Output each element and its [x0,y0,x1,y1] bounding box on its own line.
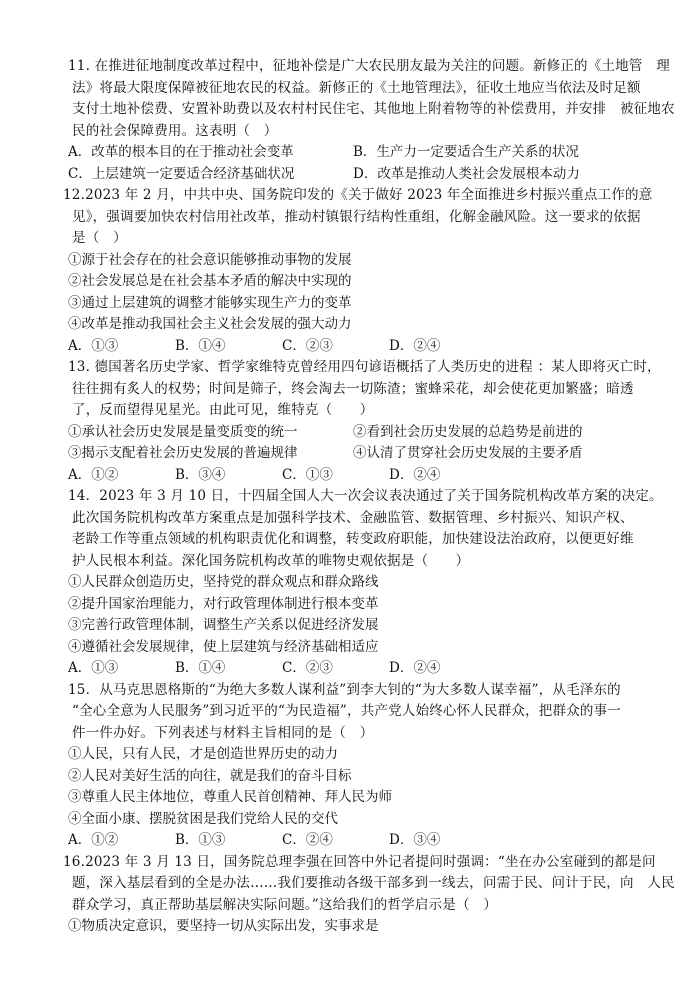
question-13 [68,357,668,486]
question-stem-line: 12.2023 年 2 月，中共中央、国务院印发的《关于做好 2023 年全面推进乡村振兴重点工作的意 [63,187,653,203]
option-row [68,164,668,186]
statement-item: ②看到社会历史发展的总趋势是前进的 [353,423,583,440]
statement-row [68,443,668,465]
statement-item: ③通过上层建筑的调整才能够实现生产力的变革 [68,294,352,311]
option-b: B．生产力一定要适合生产关系的状况 [353,144,579,160]
statement-item: ①人民，只有人民，才是创造世界历史的动力 [68,746,338,762]
answer-d: D．②④ [389,466,441,483]
question-stem-line: 见》，强调要加快农村信用社改革，推动村镇银行结构性重组，化解金融风险。这一要求的依据 [72,208,641,225]
option-d: D．改革是推动人类社会发展根本动力 [353,165,580,182]
question-stem-line: 16.2023 年 3 月 13 日，国务院总理李强在回答中外记者提问时强调：“坐在办公室碰到的都是问 [63,853,656,870]
question-12 [63,185,668,357]
exam-page [63,56,675,938]
answer-a: A．①② [68,832,119,848]
statement-item: ③揭示支配着社会历史发展的普遍规律 [68,445,298,461]
answer-row [68,830,668,852]
question-stem-line: 14．2023 年 3 月 10 日，十四届全国人大一次会议表决通过了关于国务院机构改革方案的决定。 [68,488,663,504]
answer-c: C．②③ [282,337,333,354]
answer-d: D．③④ [389,832,441,848]
statement-item: ④认清了贯穿社会历史发展的主要矛盾 [353,445,583,461]
statement-item: ②人民对美好生活的向往，就是我们的奋斗目标 [68,767,352,784]
statement-item: ①承认社会历史发展是量变质变的统一 [68,423,298,440]
answer-row [68,336,668,358]
option-row [68,142,668,164]
question-stem-line: 了，反而望得见星光。由此可见，维特克（ ） [72,402,374,418]
question-stem-line: 题，深入基层看到的全是办法……我们要推动各级干部多到一线去，问需于民、问计于民，向 人民 [72,875,675,891]
statement-item: ②社会发展总是在社会基本矛盾的解决中实现的 [68,273,352,289]
answer-d: D．②④ [389,337,441,354]
answer-b: B．①④ [175,337,226,354]
question-stem-line: 法》将最大限度保障被征地农民的权益。新修正的《土地管理法》，征收土地应当依法及时足额 [72,79,641,96]
statement-item: ④遵循社会发展规律，使上层建筑与经济基础相适应 [68,638,379,655]
answer-a: A．①③ [68,660,119,676]
question-stem-line: 老龄工作等重点领域的机构职责优化和调整，转变政府职能，加快建设法治政府，以便更好维 [72,531,634,547]
question-stem-line: 此次国务院机构改革方案重点是加强科学技术、金融监管、数据管理、乡村振兴、知识产权、 [72,509,634,526]
question-stem-line: 11. 在推进征地制度改革过程中，征地补偿是广大农民朋友最为关注的问题。新修正的《土地管 理 [68,58,670,74]
question-stem-line: 往往拥有炙人的权势；时间是筛子，终会淘去一切陈渣；蜜蜂采花，却会使花更加繁盛；暗透 [72,380,634,397]
statement-item: ③尊重人民主体地位，尊重人民首创精神、拜人民为师 [68,789,392,805]
question-stem-line: 群众学习，真正帮助基层解决实际问题。”这给我们的哲学启示是（ ） [72,896,498,913]
answer-row [68,658,668,680]
question-stem-line: 民的社会保障费用。这表明（ ） [72,122,278,139]
question-stem-line: 件一件办好。下列表述与材料主旨相同的是（ ） [72,724,374,741]
statement-item: ④全面小康、摆脱贫困是我们党给人民的交代 [68,810,338,827]
answer-d: D．②④ [389,660,441,676]
statement-item: ①人民群众创造历史，坚持党的群众观点和群众路线 [68,574,379,590]
answer-b: B．①③ [175,832,226,848]
statement-item: ②提升国家治理能力，对行政管理体制进行根本变革 [68,595,379,612]
question-stem-line: 护人民根本利益。深化国务院机构改革的唯物史观依据是（ ） [72,552,470,569]
answer-c: C．②③ [282,660,333,676]
statement-item: ④改革是推动我国社会主义社会发展的强大动力 [68,316,352,332]
answer-c: C．②④ [282,832,333,848]
answer-b: B．①④ [175,660,226,676]
statement-item: ①物质决定意识，要坚持一切从实际出发，实事求是 [68,918,379,934]
question-stem-line: 支付土地补偿费、安置补助费以及农村村民住宅、其他地上附着物等的补偿费用，并安排 被征地农 [72,101,675,117]
question-11 [68,56,675,185]
option-a: A．改革的根本目的在于推动社会变革 [68,144,294,160]
question-stem-line: 15．从马克思恩格斯的“为绝大多数人谋利益”到李大钊的“为大多数人谋幸福”，从毛泽东的 [68,681,621,698]
option-c: C．上层建筑一定要适合经济基础状况 [68,165,295,182]
answer-row [68,465,668,487]
answer-a: A．①② [68,466,119,483]
question-16 [63,852,675,938]
question-15 [68,680,668,852]
answer-b: B．③④ [175,466,226,483]
answer-a: A．①③ [68,337,119,354]
question-14 [68,486,668,680]
statement-item: ③完善行政管理体制，调整生产关系以促进经济发展 [68,617,379,633]
question-stem-line: “全心全意为人民服务”到习近平的“为民造福”，共产党人始终心怀人民群众，把群众的事一 [72,703,622,719]
statement-row [68,422,668,444]
question-stem-line: 13. 德国著名历史学家、哲学家维特克曾经用四句谚语概括了人类历史的进程 ：某人即将灭亡时， [68,359,661,375]
answer-c: C．①③ [282,466,333,483]
question-stem-line: 是（ ） [72,230,127,246]
statement-item: ①源于社会存在的社会意识能够推动事物的发展 [68,251,352,268]
